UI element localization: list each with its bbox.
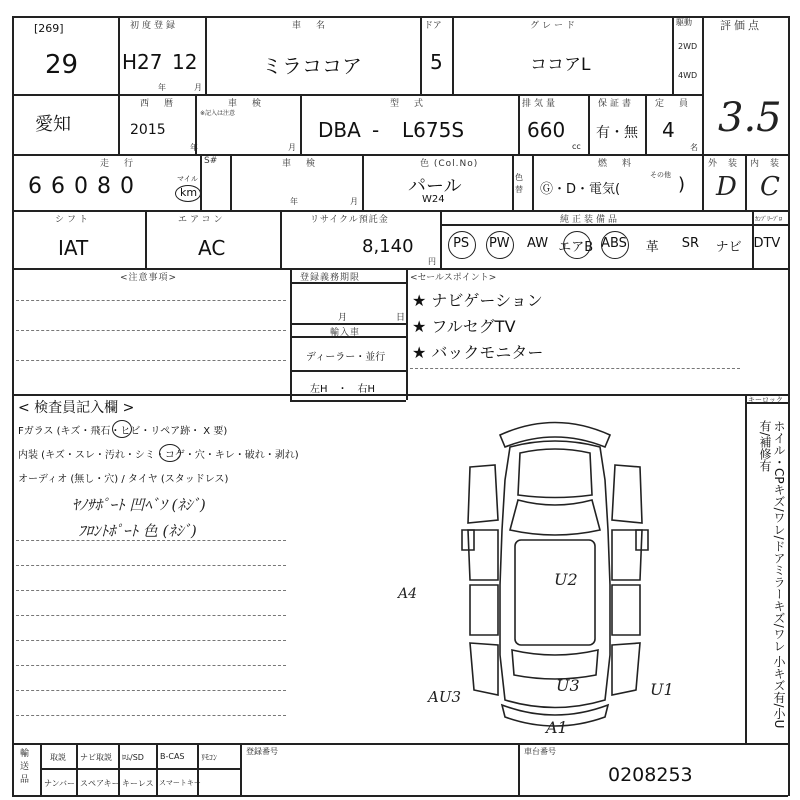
footer-item: ﾛﾑ/SD	[122, 753, 144, 762]
equipment-item: PW	[488, 236, 510, 251]
vertical-legend: ホイル・CPキズ/ワレ/ドアミラーキズ/ワレ 小キズ有/小U有/補修有	[758, 420, 786, 729]
repaint-label: 色替	[515, 173, 523, 194]
shift-label: シフト	[55, 215, 92, 225]
fuel-other: その他	[650, 171, 671, 179]
fuel-value: Ⓖ・D・電気(	[540, 182, 621, 197]
registration-label: 登録義務期限	[300, 273, 361, 283]
equipment-item: ナビ	[715, 240, 742, 255]
key-label: キーロック	[748, 396, 783, 404]
equipment-small-label: ｶﾝﾌﾞﾘｰﾌﾞﾛ	[755, 216, 783, 223]
model-prefix: DBA	[318, 118, 361, 142]
selling-point: ★ ナビゲーション	[412, 291, 543, 310]
equipment-item: SR	[681, 236, 700, 251]
selling-point: ★ フルセグTV	[412, 317, 516, 336]
mileage-unit: km	[180, 186, 198, 199]
equipment-circle	[601, 231, 629, 259]
name-label: 車 名	[292, 21, 329, 31]
inspection-label: 車 検	[228, 99, 265, 109]
model-label: 型 式	[390, 99, 427, 109]
warranty-label: 保証書	[598, 99, 635, 109]
selling-label: <セールスポイント>	[410, 273, 497, 283]
exterior-grade: D	[716, 172, 737, 202]
recycle-label: リサイクル預託金	[310, 215, 389, 225]
first-reg-era: H27	[122, 50, 163, 74]
inspector-title: < 検査員記入欄 >	[18, 400, 135, 416]
import-label: 輸入車	[330, 328, 361, 338]
ac-label: エアコン	[178, 215, 226, 225]
displacement: 660	[527, 118, 566, 142]
car-name: ミラココア	[262, 54, 362, 78]
footer-col-label: 輸送品	[20, 749, 30, 785]
drive-2wd: 2WD	[678, 42, 698, 51]
equipment-circle	[563, 231, 591, 259]
hand-note: ﾔﾉｻﾎﾟｰﾄ 凹ﾍﾞｿ (ﾈｼﾞ)	[72, 496, 206, 514]
score-label: 評価点	[720, 19, 762, 32]
dealer-option: ディーラー・並行	[306, 352, 386, 363]
selling-point: ★ バックモニター	[412, 343, 544, 362]
drive-label: 駆動	[676, 18, 692, 27]
mileage-label: 走 行	[100, 159, 137, 169]
lot-box: [269]	[34, 22, 64, 35]
mileage-unit-top: マイル	[177, 175, 198, 183]
footer-item: ﾘﾓｺﾝ	[201, 753, 217, 762]
grade-label: グレード	[530, 21, 579, 31]
glass-line: Fガラス (キズ・飛石・ヒビ・リペア跡・ X 要)	[18, 426, 228, 437]
meter-label: S#	[204, 156, 218, 166]
equipment-item: エアB	[558, 240, 594, 255]
shift-value: IAT	[58, 236, 89, 260]
interior-grade: C	[760, 172, 780, 202]
lot-number: 29	[45, 50, 79, 80]
warranty-value: 有・無	[596, 125, 638, 141]
ac-value: AC	[198, 236, 226, 260]
diagram-mark: AU3	[428, 688, 462, 706]
equipment-item: ABS	[601, 236, 627, 251]
inspection2-label: 車 検	[282, 159, 319, 169]
steering-option: 左H ・ 右H	[310, 384, 376, 395]
first-reg-label: 初度登録	[130, 21, 179, 31]
equipment-circle	[486, 231, 514, 259]
color-value: パール	[408, 176, 462, 197]
color-code: W24	[422, 194, 445, 205]
diagram-mark: A1	[546, 718, 568, 737]
hand-note: ﾌﾛﾝﾄﾎﾟｰﾄ 色 (ﾈｼﾞ)	[78, 522, 197, 540]
diagram-mark: U2	[554, 570, 578, 589]
equipment-item: 革	[645, 240, 659, 255]
equipment-item: AW	[527, 236, 549, 251]
region: 愛知	[35, 114, 71, 135]
western-year-label: 西 暦	[140, 99, 177, 109]
diagram-mark: U1	[650, 680, 674, 699]
model-code: L675S	[402, 118, 465, 142]
recycle-fee: 8,140	[362, 236, 414, 257]
equipment-item: PS	[453, 236, 470, 251]
capacity-label: 定 員	[655, 99, 692, 109]
first-reg-month: 12	[172, 50, 198, 74]
color-label: 色 (Col.No)	[420, 159, 479, 169]
western-year: 2015	[130, 122, 166, 138]
diagram-mark: A4	[398, 586, 418, 602]
audio-line: オーディオ (無し・穴) / タイヤ (スタッドレス)	[18, 474, 229, 485]
grade-value: ココアL	[530, 55, 591, 75]
circle-mark	[112, 420, 132, 438]
footer-item: B-CAS	[160, 752, 185, 761]
inspection-note: ※記入は注意	[200, 110, 236, 117]
footer-item: 取説	[50, 753, 66, 762]
frame-bottom	[12, 795, 788, 797]
doors-label: ドア	[424, 21, 442, 31]
fuel-label: 燃 料	[598, 159, 635, 169]
chassis-label: 車台番号	[524, 747, 556, 756]
diagram-mark: U3	[556, 676, 580, 695]
equipment-label: 純正装備品	[560, 215, 621, 225]
footer-item: ナンバー	[44, 779, 76, 788]
mileage-value: 66080	[28, 174, 143, 199]
footer-item: キーレス	[122, 779, 154, 788]
drive-4wd: 4WD	[678, 71, 698, 80]
circle-mark	[159, 444, 181, 462]
doors-value: 5	[430, 50, 443, 74]
footer-item: スマートキー	[159, 779, 201, 787]
footer-item: スペアキー	[80, 779, 120, 788]
interior-line: 内装 (キズ・スレ・汚れ・シミ・コゲ・穴・キレ・破れ・剥れ)	[18, 450, 299, 461]
caution-label: <注意事項>	[120, 273, 178, 283]
displacement-label: 排気量	[522, 99, 559, 109]
model-dash: -	[372, 118, 380, 142]
exterior-label: 外 装	[708, 159, 739, 169]
equipment-item: DTV	[753, 236, 781, 251]
score-value: 3.5	[718, 95, 782, 141]
reg-label: 登録番号	[246, 747, 278, 756]
interior-label: 内 装	[750, 159, 781, 169]
footer-item: ナビ取説	[80, 753, 112, 762]
frame-right	[788, 16, 790, 796]
equipment-circle	[448, 231, 476, 259]
frame-left	[12, 16, 14, 796]
chassis-number: 0208253	[608, 764, 693, 786]
capacity: 4	[662, 118, 675, 142]
